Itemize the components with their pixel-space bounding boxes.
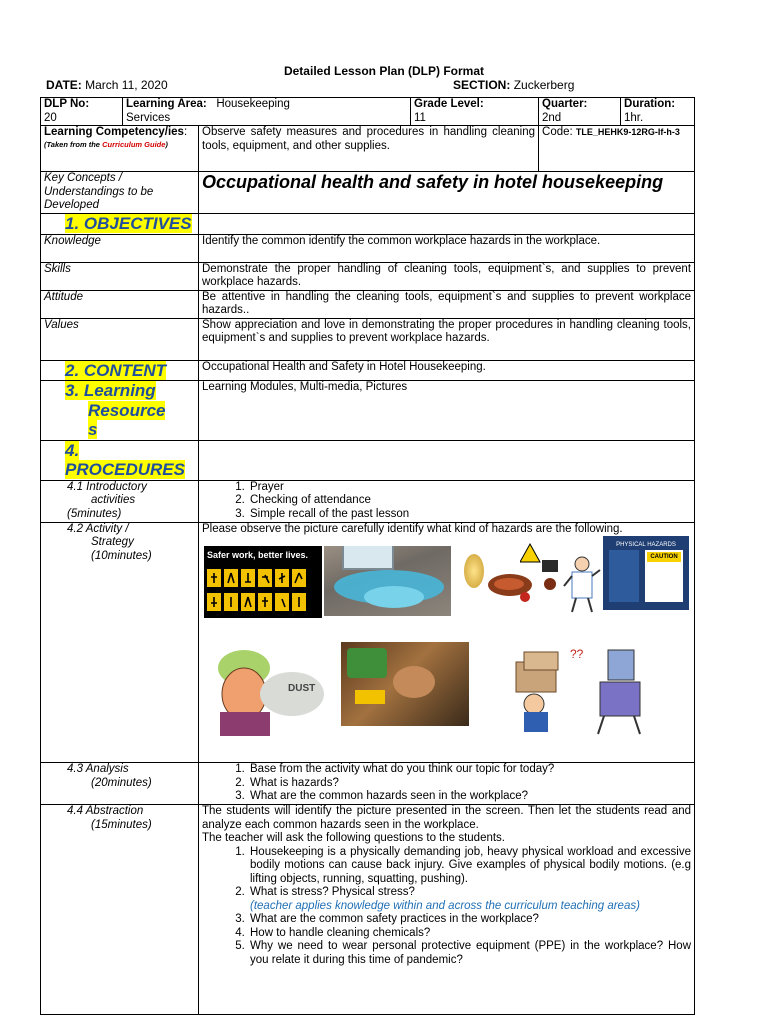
objective-row-values (41, 318, 695, 360)
dlp-no-label: DLP No: (44, 98, 90, 110)
competency-text: Observe safety measures and procedures in handling cleaning tools, equipment, and other supplies. (199, 126, 539, 172)
duration-cell (621, 98, 695, 126)
activity-label-cell (41, 522, 199, 763)
safer-work-poster-image (204, 546, 322, 618)
content-heading: 2. CONTENT (65, 360, 167, 380)
question-text: What is stress? Physical stress? (250, 886, 415, 898)
intro-label-3: (5minutes) (67, 507, 122, 520)
objective-label: Values (41, 318, 199, 360)
teacher-note: (teacher applies knowledge within and across the curriculum teaching areas) (250, 899, 640, 912)
learning-area-value: Housekeeping (216, 98, 290, 110)
procedures-heading: 4. PROCEDURES (65, 440, 185, 479)
note-red: Curriculum Guide (102, 139, 166, 149)
physical-hazards-poster-image (603, 536, 689, 610)
note-prefix: (Taken from the (44, 139, 103, 149)
dust-cartoon-image (204, 644, 330, 740)
content-row (41, 360, 695, 381)
list-item: 2. Checking of attendance (248, 494, 691, 508)
objectives-heading-row (41, 214, 695, 235)
procedures-heading-row (41, 440, 695, 480)
poster-icons (204, 563, 322, 619)
activity-label-3: (10minutes) (91, 549, 152, 562)
activity-label-2: Strategy (91, 536, 134, 548)
key-concepts-label: Key Concepts / Understandings to be Developed (41, 172, 199, 214)
objective-row-attitude (41, 290, 695, 318)
date-value: March 11, 2020 (85, 78, 168, 92)
objective-row-knowledge (41, 234, 695, 262)
list-item: 2. What is hazards? (248, 777, 691, 791)
date-row (46, 78, 168, 92)
intro-list-cell (199, 480, 695, 522)
grade-level-cell (411, 98, 539, 126)
question-item (248, 886, 691, 913)
abstraction-para-1: The students will identify the picture presented in the screen. Then let the students read and analyze each common hazards seen in the workplace. (202, 805, 692, 831)
analysis-list-cell (199, 763, 695, 805)
resources-heading-2: Resource (88, 400, 166, 420)
activity-label-1: 4.2 Activity / (67, 522, 129, 535)
learning-area-label: Learning Area: (126, 98, 207, 110)
analysis-label-2: (20minutes) (91, 776, 152, 789)
intro-label-cell (41, 480, 199, 522)
lesson-plan-table (40, 97, 695, 1015)
code-label: Code: (542, 126, 576, 138)
abstraction-label-1: 4.4 Abstraction (67, 805, 144, 817)
objective-text: Show appreciation and love in demonstrating the proper procedures in handling cleaning tools, equipment`s and supplies to prevent workplace hazards. (199, 318, 695, 360)
competency-colon: : (183, 126, 188, 138)
activity-content-cell (199, 522, 695, 763)
abstraction-label-cell (41, 805, 199, 1015)
dlp-no-cell (41, 98, 123, 126)
key-concepts-text: Occupational health and safety in hotel housekeeping (199, 172, 695, 214)
learning-area-cell (123, 98, 411, 126)
list-item: 1. Prayer (248, 481, 691, 495)
page-title: Detailed Lesson Plan (DLP) Format (283, 64, 485, 78)
doctor-cartoon-image (562, 554, 602, 614)
grade-level-value: 11 (414, 111, 426, 124)
objective-text: Be attentive in handling the cleaning tools, equipment`s and supplies to prevent workplace hazards.. (199, 290, 695, 318)
list-item: 3. What are the common hazards seen in the workplace? (248, 790, 691, 804)
section-value: Zuckerberg (513, 78, 575, 92)
analysis-row (41, 763, 695, 805)
question-item: 4. How to handle cleaning chemicals? (248, 927, 691, 941)
competency-row (41, 126, 695, 172)
caution-caption: CAUTION (647, 552, 681, 562)
competency-label-cell (41, 126, 199, 172)
code-cell (539, 126, 695, 172)
question-item: 1. Housekeeping is a physically demanding job, heavy physical workload and excessive bodily motions can cause back injury. Give examples of physical bodily motions. (e.g lifting objects, running, squatting, pushing). (248, 846, 691, 887)
objective-label: Knowledge (41, 234, 199, 262)
objective-row-skills (41, 262, 695, 290)
eye-wash-image (341, 642, 469, 726)
key-concepts-row (41, 172, 695, 214)
section-row (453, 78, 574, 92)
section-label: SECTION: (453, 78, 511, 92)
analysis-label-cell (41, 763, 199, 805)
warning-sign-image (520, 538, 562, 596)
content-heading-cell (41, 360, 199, 381)
code-value: TLE_HEHK9-12RG-If-h-3 (575, 127, 680, 137)
quarter-cell (539, 98, 621, 126)
objectives-heading-cell (41, 214, 199, 235)
svg-text:??: ?? (570, 647, 584, 661)
content-text: Occupational Health and Safety in Hotel Housekeeping. (199, 360, 695, 381)
poster-caption: Safer work, better lives. (207, 550, 309, 560)
objectives-heading: 1. OBJECTIVES (65, 214, 192, 233)
activity-text: Please observe the picture carefully identify what kind of hazards are the following. (202, 522, 623, 535)
lifting-boxes-cartoon-image (496, 642, 664, 736)
intro-row (41, 480, 695, 522)
dust-caption: DUST (288, 683, 316, 694)
duration-value: 1hr. (624, 111, 644, 124)
quarter-label: Quarter: (542, 98, 588, 110)
note-suffix: ) (165, 139, 168, 149)
hazard-pictures (202, 536, 691, 762)
list-item: 1. Base from the activity what do you think our topic for today? (248, 763, 691, 777)
question-item: 5. Why we need to wear personal protective equipment (PPE) in the workplace? How you relate it during this time of pandemic? (248, 940, 691, 967)
abstraction-para-2: The teacher will ask the following questions to the students. (202, 832, 506, 844)
list-item: 3. Simple recall of the past lesson (248, 508, 691, 522)
chemical-spill-image (324, 546, 451, 616)
analysis-label-1: 4.3 Analysis (67, 763, 129, 775)
objective-text: Demonstrate the proper handling of cleaning tools, equipment`s, and supplies to prevent workplace hazards. (199, 262, 695, 290)
quarter-value: 2nd (542, 111, 562, 124)
learning-area-value-2: Services (126, 111, 171, 124)
objective-label: Skills (41, 262, 199, 290)
resources-row (41, 381, 695, 441)
activity-row (41, 522, 695, 763)
objective-label: Attitude (41, 290, 199, 318)
header-row (41, 98, 695, 126)
date-label: DATE: (46, 78, 82, 92)
resources-heading-1: 3. Learning (65, 381, 156, 400)
abstraction-content-cell (199, 805, 695, 1015)
resources-heading-cell (41, 381, 199, 441)
intro-label-2: activities (91, 494, 136, 506)
dlp-no-value: 20 (44, 111, 57, 124)
grade-level-label: Grade Level: (414, 98, 484, 110)
abstraction-row (41, 805, 695, 1015)
question-item: 3. What are the common safety practices in the workplace? (248, 913, 691, 927)
competency-note (44, 140, 195, 149)
competency-label: Learning Competency/ies (44, 126, 184, 138)
abstraction-label-2: (15minutes) (91, 818, 152, 831)
physical-hazards-caption: PHYSICAL HAZARDS (616, 542, 676, 548)
procedures-heading-cell (41, 440, 199, 480)
resources-text: Learning Modules, Multi-media, Pictures (199, 381, 695, 441)
objective-text: Identify the common identify the common workplace hazards in the workplace. (199, 234, 695, 262)
duration-label: Duration: (624, 98, 676, 110)
resources-heading-3: s (88, 420, 98, 439)
intro-label-1: 4.1 Introductory (67, 480, 147, 493)
